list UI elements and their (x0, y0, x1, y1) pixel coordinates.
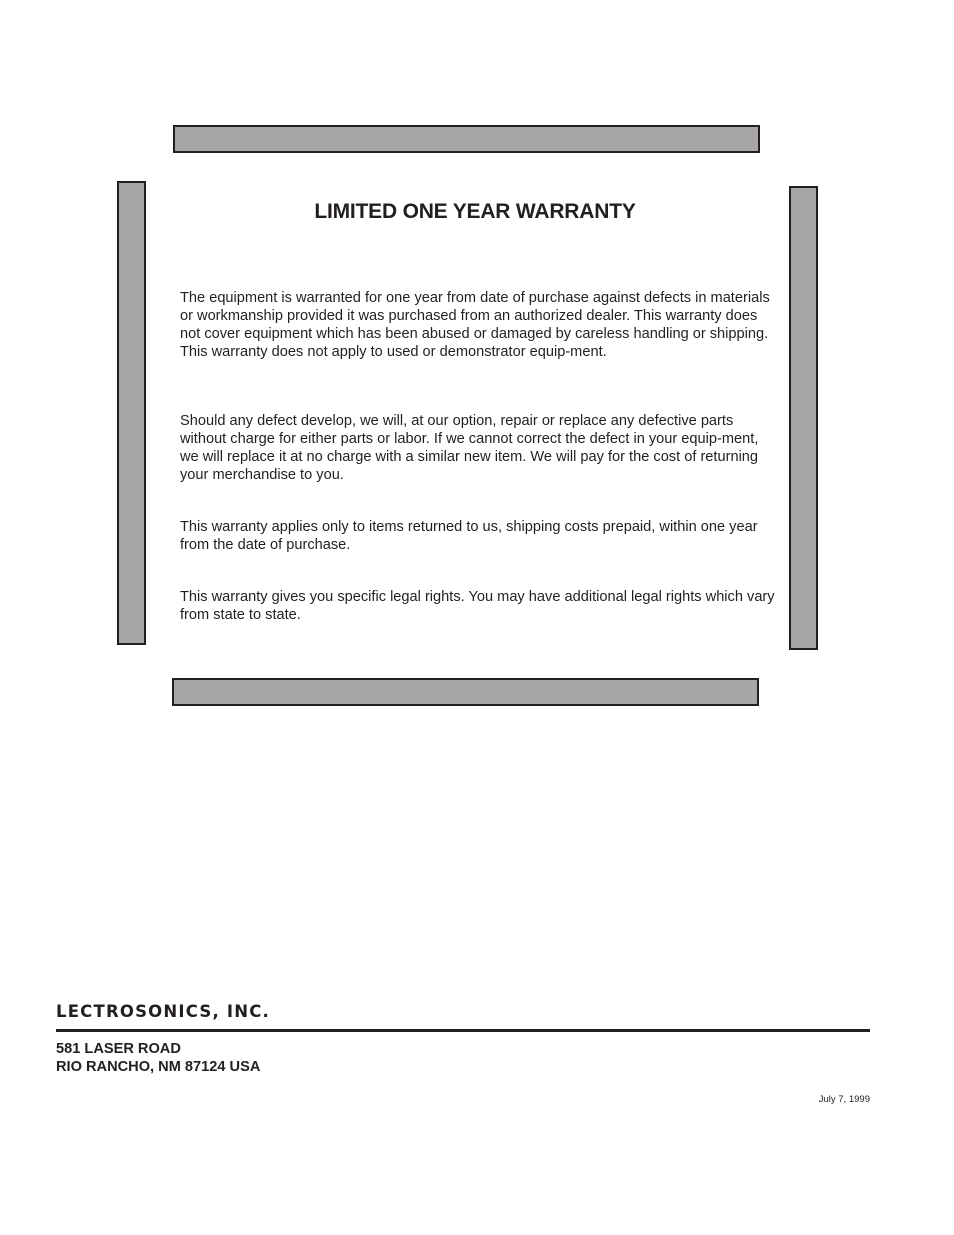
warranty-paragraph-legal-rights: This warranty gives you specific legal rights. You may have additional legal rights which vary from state to state. (180, 589, 775, 623)
warranty-paragraph-returns: This warranty applies only to items returned to us, shipping costs prepaid, within one year from the date of purchase. (180, 519, 758, 553)
company-name: LECTROSONICS, INC. (56, 1002, 270, 1021)
frame-bar-top (173, 125, 760, 153)
address-street: 581 LASER ROAD (56, 1041, 181, 1057)
warranty-paragraph-repair: Should any defect develop, we will, at our option, repair or replace any defective parts without charge for either parts or labor. If we cannot correct the defect in your equip-ment, we will replace it at no charge with a similar new item. We will pay for the cost of returning your merchandise to you. (180, 413, 759, 483)
frame-bar-left (117, 181, 146, 645)
warranty-title: LIMITED ONE YEAR WARRANTY (314, 200, 636, 223)
frame-bar-right (789, 186, 818, 650)
frame-bar-bottom (172, 678, 759, 706)
address-city: RIO RANCHO, NM 87124 USA (56, 1059, 261, 1075)
document-date: July 7, 1999 (818, 1094, 870, 1105)
warranty-paragraph-coverage: The equipment is warranted for one year from date of purchase against defects in materials or workmanship provided it was purchased from an authorized dealer. This warranty does not cover equipment which has been abused or damaged by careless handling or shipping. This warranty does not apply to used or demonstrator equip-ment. (180, 290, 770, 360)
footer-divider (56, 1029, 870, 1032)
